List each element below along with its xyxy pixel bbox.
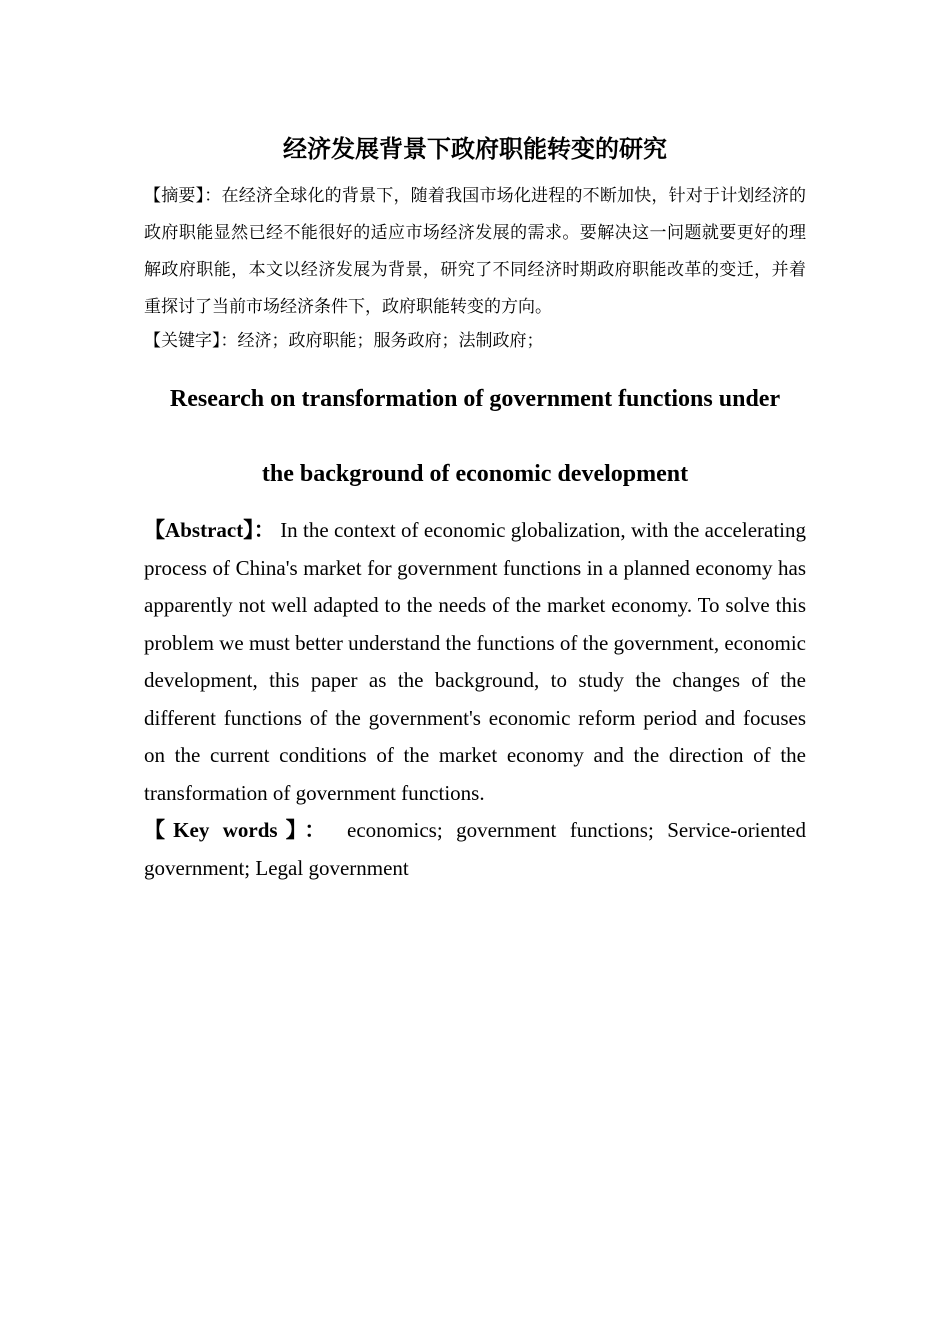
document-page [144, 128, 806, 887]
chinese-keywords-label: 【关键字】： [144, 331, 238, 351]
english-keywords-label: 【Key words】： [144, 818, 334, 842]
english-title-line2: the background of economic development [261, 461, 689, 487]
chinese-title: 经济发展背景下政府职能转变的研究 [283, 135, 667, 163]
english-title [144, 362, 806, 512]
english-title-line1: Research on transformation of government functions under [169, 386, 781, 412]
chinese-abstract [144, 178, 806, 326]
english-abstract-text: In the context of economic globalization, with the accelerating process of China's market for government functions in a planned economy has apparently not well adapted to the needs of the market economy. To solve this problem we must better understand the functions of the government, economic development, this paper as the background, to study the changes of the different functions of the government's economic reform period and focuses on the current conditions of the market economy and the direction of the transformation of government functions. [144, 518, 806, 805]
english-keywords-text: economics; government functions; Service-oriented government; Legal government [144, 818, 806, 880]
english-abstract [144, 512, 806, 812]
english-keywords [144, 812, 806, 887]
english-abstract-label: 【Abstract】： [144, 518, 275, 542]
chinese-keywords [144, 326, 806, 356]
chinese-keywords-text: 经济；政府职能；服务政府；法制政府； [237, 331, 544, 351]
chinese-abstract-label: 【摘要】： [144, 186, 222, 206]
chinese-abstract-text: 在经济全球化的背景下，随着我国市场化进程的不断加快，针对于计划经济的政府职能显然已经不能很好的适应市场经济发展的需求。要解决这一问题就要更好的理解政府职能，本文以经济发展为背景，研究了不同经济时期政府职能改革的变迁，并着重探讨了当前市场经济条件下，政府职能转变的方向。 [144, 186, 807, 317]
